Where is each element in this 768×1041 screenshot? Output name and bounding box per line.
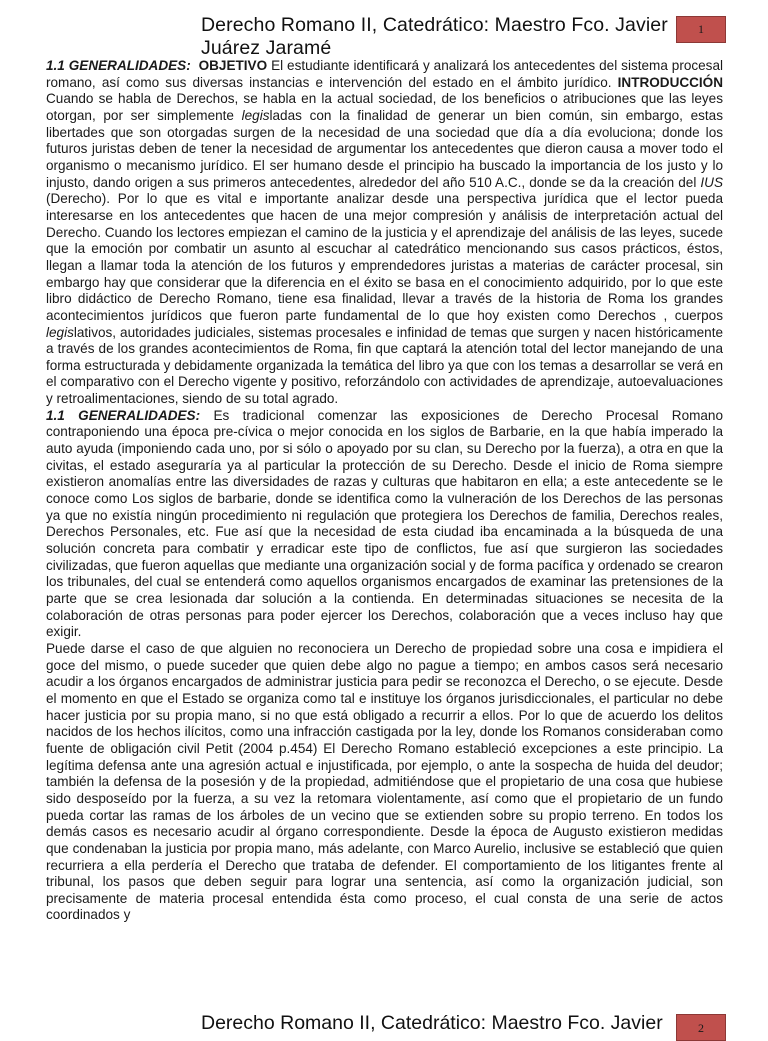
intro-text-1: Cuando se habla de Derechos, se habla en la actual sociedad, de los beneficios o atribuciones que las leyes otorgan, por ser simplemente bbox=[46, 91, 723, 123]
section-heading: 1.1 GENERALIDADES: bbox=[46, 407, 201, 423]
page-number-badge bbox=[676, 16, 726, 43]
header-title: Derecho Romano II, Catedrático: Maestro Fco. Javier Juárez Jaramé bbox=[201, 14, 668, 59]
objetivo-text: El estudiante identificará y analizará los antecedentes del sistema procesal romano, así como sus diversas instancias e intervención del estado en el ámbito jurídico. bbox=[46, 58, 723, 90]
paragraph-propiedad: Puede darse el caso de que alguien no reconociera un Derecho de propiedad sobre una cosa e impidiera el goce del mismo, o puede suceder que quien debe algo no pague a tiempo; en ambos casos será necesario acudir a los órganos encargados de administrar justicia para pedir se reconozca el Derecho, o se ejecute. Desde el momento en que el Estado se organiza como tal e instituye los órganos jurisdiccionales, el particular no debe hacer justicia por su propia mano, si no que está obligado a recurrir a ellos. Por lo que de acuerdo los delitos nacidos de los hechos ilícitos, como una infracción castigada por la ley, donde los Romanos consideraban como fuente de obligación civil Petit (2004 p.454) El Derecho Romano estableció excepciones a este principio. La legítima defensa ante una agresión actual e injustificada, por ejemplo, o ante la sospecha de huida del deudor; también la defensa de la posesión y de la propiedad, admitiéndose que el propietario de una cosa que hubiese sido desposeído por la fuerza, a su vez la retomara violentamente, así como que el propietario de un fundo pueda cortar las ramas de los árboles de un vecino que se extienden sobre su propio terreno. En todos los demás casos es necesario acudir al órgano correspondiente. Desde la época de Augusto existieron medidas que condenaban la justicia por propia mano, más adelante, con Marco Aurelio, inclusive se estableció que quien recurriera a ella perdería el Derecho que trataba de defender. El comportamiento de los litigantes frente al tribunal, los pasos que deben seguir para lograr una sentencia, así como la organización judicial, son precisamente de materia procesal entendida ésta como proceso, el cual consta de una serie de actos coordinados y bbox=[46, 640, 723, 923]
paragraph-objective-introduction bbox=[46, 58, 723, 408]
next-page-number: 2 bbox=[698, 1021, 704, 1035]
introduccion-label: INTRODUCCIÓN bbox=[617, 74, 723, 90]
intro-italic-2: IUS bbox=[700, 174, 723, 190]
page-header bbox=[0, 0, 768, 59]
intro-text-2: ladas con la finalidad de generar un bien común, sin embargo, estas libertades que son otorgadas surgen de la necesidad de una sociedad que día a día evoluciona; donde los futuros juristas deben de tener la necesidad de argumentar los antecedentes que dieron causa a mover todo el organismo o mecanismo jurídico. El ser humano desde el principio ha buscado la importancia de los justo y lo injusto, dando origen a sus primeros antecedentes, alrededor del año 510 A.C., donde se da la creación del bbox=[46, 107, 723, 190]
generalidades-text: Es tradicional comenzar las exposiciones de Derecho Procesal Romano contraponiendo una época pre-cívica o mejor conocida en los siglos de Barbarie, en la que había imperado la auto ayuda (imponiendo cada uno, por si sólo o apoyado por su clan, su Derecho por la fuerza), a otra en que la civitas, el estado aseguraría ya al particular la protección de su Derecho. Desde el inicio de Roma siempre existieron anomalías entre las diversidades de razas y culturas que habitaron en ella; a este antecedente se le conoce como Los siglos de barbarie, donde se identifica como la vulneración de los Derechos de las personas ya que no existía ningún procedimiento ni regulación que protegiera los Derechos de familia, Derechos reales, Derechos Personales, etc. Fue así que la necesidad de esta ciudad iba encaminada a la búsqueda de una solución concreta para combatir y erradicar este tipo de conflictos, fue así que surgieron las sociedades civilizadas, que fueron aquellas que mediante una organización social y de forma pacífica y ordenado se crearon los tribunales, del cual se entenderá como aquellos organismos encargados de examinar las pretensiones de la parte que se crea lesionada dar solución a la contienda. En determinadas situaciones se necesita de la colaboración de otras personas para poder ejercer los Derechos, colaboración que a veces incluso hay que exigir. bbox=[46, 407, 724, 640]
document-body bbox=[46, 58, 723, 924]
intro-italic-1: legis bbox=[241, 107, 270, 123]
intro-text-4: lativos, autoridades judiciales, sistemas procesales e infinidad de temas que surgen y nacen históricamente a través de los grandes acontecimientos de Roma, fin que captará la atención total del lector manejando de una forma estructurada y debidamente organizada la temática del libro ya que con los temas a desarrollar se verá en el comparativo con el Derecho vigente y positivo, reforzándolo con actividades de aprendizaje, autoevaluaciones y retroalimentaciones, siendo de su total agrado. bbox=[46, 324, 723, 407]
page-number: 1 bbox=[698, 22, 704, 36]
section-heading: 1.1 GENERALIDADES: bbox=[46, 58, 191, 73]
objetivo-label: OBJETIVO bbox=[198, 58, 268, 73]
next-page-title: Derecho Romano II, Catedrático: Maestro Fco. Javier bbox=[201, 1012, 663, 1034]
intro-text-3: (Derecho). Por lo que es vital e importante analizar desde una perspectiva jurídica que el lector pueda interesarse en los antecedentes que hacen de una mejor compresión y análisis de interpretación actual del Derecho. Cuando los lectores empiezan el camino de la justicia y el aprendizaje del análisis de las leyes, sucede que la emoción por combatir un asunto al escuchar al catedrático mencionando sus casos prácticos, éstos, llegan a llamar toda la atención de los futuros y emprendedores juristas a materias de carácter procesal, sin embargo hay que considerar que la diferencia en el éxito se basa en el conocimiento adquirido, por lo que este libro didáctico de Derecho Romano, tiene esa finalidad, llevar a través de la historia de Roma los grandes acontecimientos jurídicos que fueron parte fundamental de lo que hoy existen como Derechos , cuerpos bbox=[46, 191, 723, 323]
next-page-number-badge bbox=[676, 1014, 726, 1041]
intro-italic-3: legis bbox=[46, 324, 74, 340]
paragraph-generalidades bbox=[46, 408, 723, 641]
next-page-header bbox=[0, 1004, 768, 1035]
